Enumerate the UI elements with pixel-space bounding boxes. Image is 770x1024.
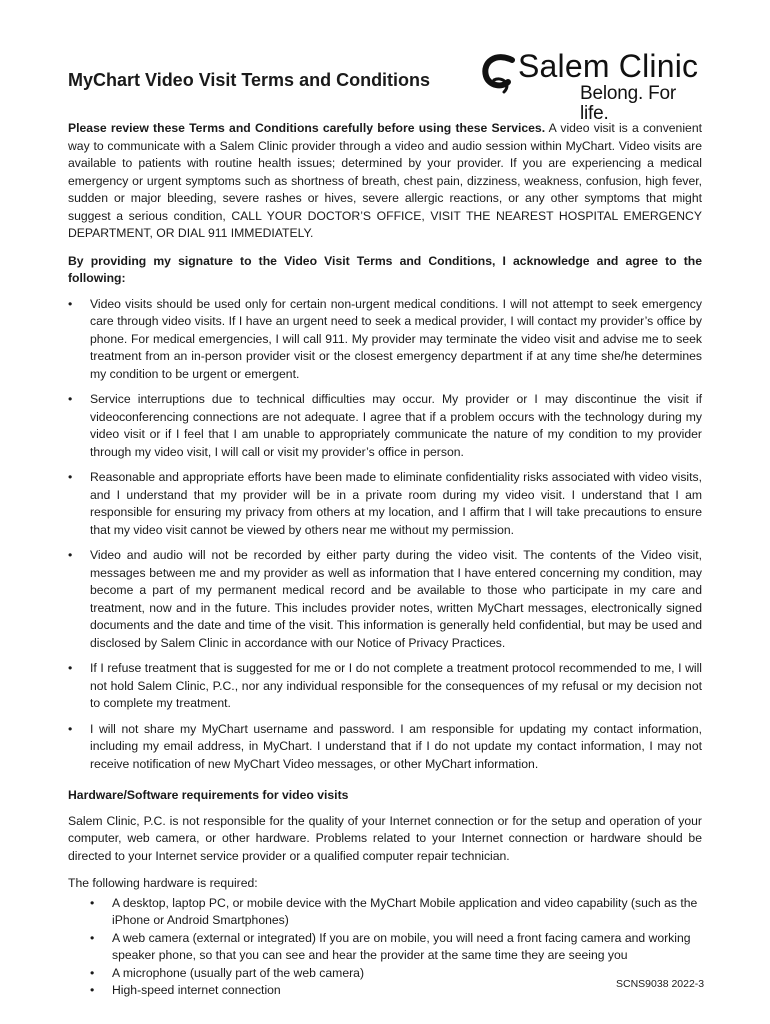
- term-text: I will not share my MyChart username and password. I am responsible for updating my contact information, including my email address, in MyChart. I understand that if I do not update my contact information, I may not receive notification of new MyChart Video messages, or other MyChart information.: [90, 721, 702, 771]
- bullet-icon: •: [90, 983, 95, 997]
- term-text: Video visits should be used only for certain non-urgent medical conditions. I will not attempt to seek emergency care through video visits. If I have an urgent need to seek a medical provider, I will contact my provider’s office by phone. For medical emergencies, I will call 911. My provider may terminate the video visit and advise me to seek treatment from an in-person provider visit or the closest emergency department if at any time she/he determines my condition to be urgent or emergent.: [90, 296, 702, 381]
- list-item: [68, 296, 702, 384]
- list-item: [68, 391, 702, 461]
- salem-clinic-logo: [482, 48, 704, 124]
- hardware-item-text: A desktop, laptop PC, or mobile device with the MyChart Mobile application and video capability (such as the iPhone or Android Smartphones): [112, 895, 698, 927]
- hardware-heading: Hardware/Software requirements for video visits: [68, 788, 349, 802]
- document-body: [68, 120, 705, 1000]
- term-text: Service interruptions due to technical difficulties may occur. My provider or I may discontinue the visit if videoconferencing connections are not adequate. I agree that if a problem occurs with the technology during my video visit or if I feel that I am unable to appropriately communicate the nature of my condition to my provider through my video visit, I will call or visit my provider’s office in person.: [90, 392, 702, 459]
- salem-clinic-logo-mark-icon: [482, 52, 516, 96]
- list-item: [90, 965, 702, 983]
- list-item: [68, 721, 702, 774]
- list-item: [68, 469, 702, 539]
- list-item: [68, 547, 702, 652]
- bullet-icon: •: [68, 392, 73, 406]
- list-item: [90, 982, 702, 1000]
- term-text: Video and audio will not be recorded by either party during the video visit. The contents of the Video visit, messages between me and my provider as well as information that I have entered concerning my condition, may become a part of my permanent medical record and be available to those who participate in my care and treatment, now and in the future. This includes provider notes, written MyChart messages, electronically signed documents and the date and time of the visit. This information is generally held confidential, but may be used and disclosed by Salem Clinic in accordance with our Notice of Privacy Practices.: [90, 548, 702, 650]
- agreement-heading: By providing my signature to the Video Visit Terms and Conditions, I acknowledge and agree to the following:: [68, 253, 702, 285]
- hardware-body: Salem Clinic, P.C. is not responsible for the quality of your Internet connection or for the setup and operation of your computer, web camera, or other hardware. Problems related to your Internet connection or hardware should be directed to your Internet service provider or a qualified computer repair technician.: [68, 813, 702, 863]
- hardware-required-intro: The following hardware is required:: [68, 876, 258, 890]
- bullet-icon: •: [68, 296, 73, 311]
- term-text: Reasonable and appropriate efforts have been made to eliminate confidentiality risks associated with video visits, and I understand that my provider will be in a private room during my video visit. I understand that I am responsible for ensuring my privacy from others at my location, and I affirm that I will take precautions to ensure that my video visit cannot be viewed by others near me without my permission.: [90, 470, 702, 537]
- term-text: If I refuse treatment that is suggested for me or I do not complete a treatment protocol recommended to me, I will not hold Salem Clinic, P.C., nor any individual responsible for the consequences of my refusal or my decision not to complete my treatment.: [90, 661, 702, 710]
- hardware-item-text: High-speed internet connection: [112, 983, 281, 997]
- bullet-icon: •: [90, 930, 95, 945]
- bullet-icon: •: [90, 965, 95, 980]
- bullet-icon: •: [68, 470, 73, 484]
- bullet-icon: •: [68, 661, 73, 675]
- bullet-icon: •: [90, 895, 95, 910]
- list-item: [90, 930, 702, 965]
- logo-tagline: Belong. For life.: [580, 83, 677, 124]
- logo-name: Salem Clinic: [518, 48, 699, 84]
- hardware-item-text: A web camera (external or integrated) If you are on mobile, you will need a front facing camera and working speaker phone, so that you can see and hear the provider at the same time they are seeing you: [112, 930, 691, 962]
- bullet-icon: •: [68, 721, 73, 736]
- intro-lead: Please review these Terms and Conditions carefully before using these Services.: [68, 121, 546, 135]
- list-item: [68, 660, 702, 713]
- intro-paragraph: [68, 120, 702, 243]
- intro-body: A video visit is a convenient way to communicate with a Salem Clinic provider through a video and audio session within MyChart. Video visits are available to patients with routine health issues; determined by your provider. If you are experiencing a medical emergency or urgent symptoms such as shortness of breath, chest pain, dizziness, weakness, confusion, high fever, sudden or major bleeding, severe rashes or hives, severe allergic reactions, or any other symptoms that might suggest a serious condition, CALL YOUR DOCTOR’S OFFICE, VISIT THE NEAREST HOSPITAL EMERGENCY DEPARTMENT, OR DIAL 911 IMMEDIATELY.: [68, 121, 702, 240]
- hardware-list: [68, 895, 705, 1000]
- page-title: MyChart Video Visit Terms and Conditions: [68, 70, 431, 90]
- terms-list: [68, 296, 702, 774]
- hardware-item-text: A microphone (usually part of the web camera): [112, 965, 364, 980]
- bullet-icon: •: [68, 548, 73, 562]
- list-item: [90, 895, 702, 930]
- form-code: SCNS9038 2022-3: [616, 978, 705, 990]
